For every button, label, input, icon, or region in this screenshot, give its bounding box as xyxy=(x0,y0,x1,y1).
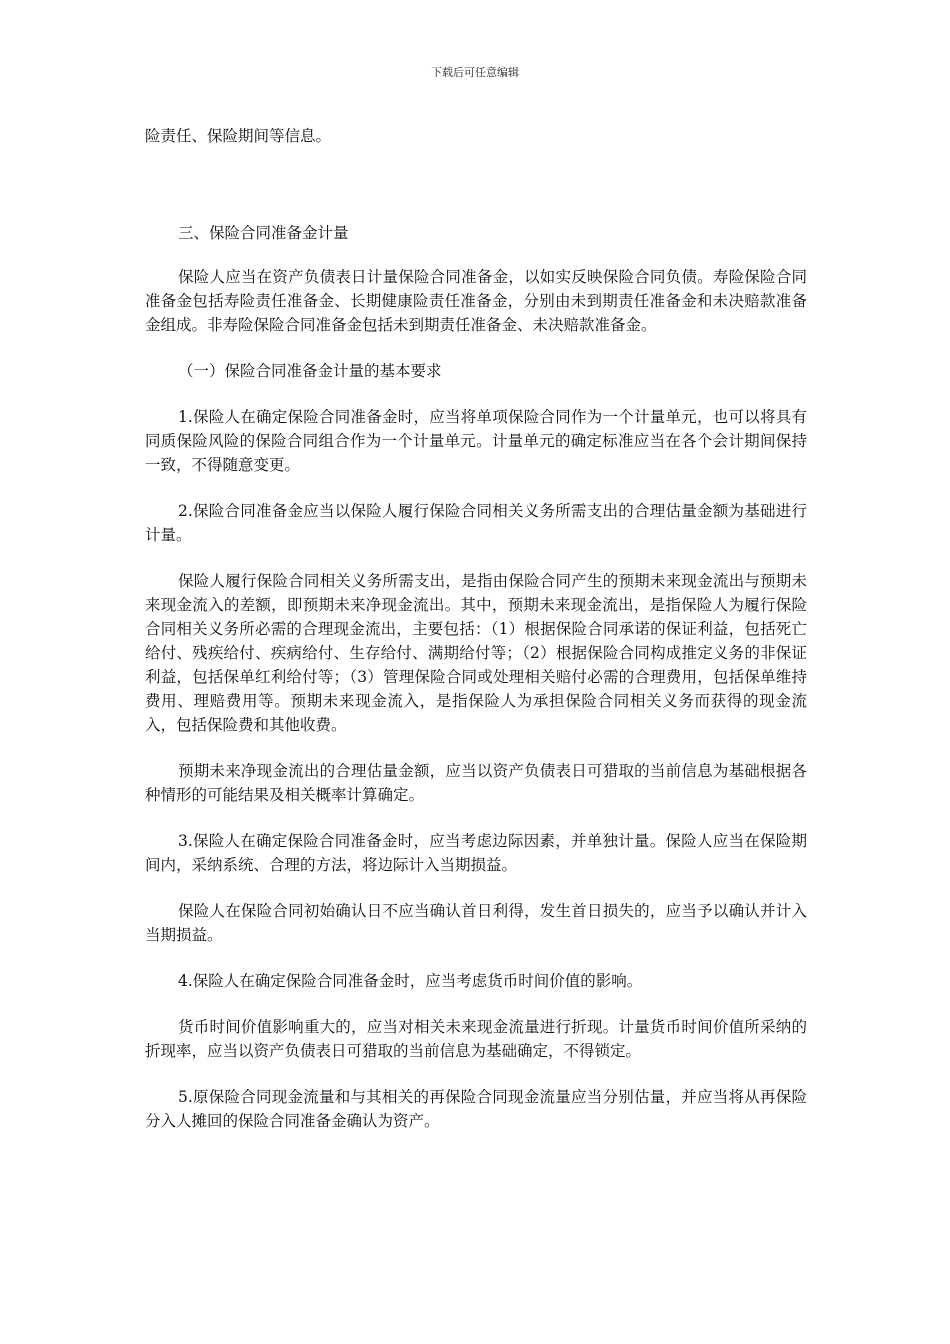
section-heading: 三、保险合同准备金计量 xyxy=(178,224,349,242)
document-body xyxy=(145,124,807,1133)
paragraph: 货币时间价值影响重大的，应当对相关未来现金流量进行折现。计量货币时间价值所采纳的折现率，应当以资产负债表日可猎取的当前信息为基础确定，不得锁定。 xyxy=(145,1018,807,1060)
paragraph: 3.保险人在确定保险合同准备金时，应当考虑边际因素，并单独计量。保险人应当在保险期间内，采纳系统、合理的方法，将边际计入当期损益。 xyxy=(145,832,807,874)
page-header: 下载后可任意编辑 xyxy=(431,66,519,79)
paragraph: 5.原保险合同现金流量和与其相关的再保险合同现金流量应当分别估量，并应当将从再保险分入人摊回的保险合同准备金确认为资产。 xyxy=(145,1088,807,1130)
paragraph: 预期未来净现金流出的合理估量金额，应当以资产负债表日可猎取的当前信息为基础根据各种情形的可能结果及相关概率计算确定。 xyxy=(145,762,807,804)
paragraph: 2.保险合同准备金应当以保险人履行保险合同相关义务所需支出的合理估量金额为基础进行计量。 xyxy=(145,502,807,544)
subsection-heading: （一）保险合同准备金计量的基本要求 xyxy=(178,362,442,380)
paragraph: 保险人应当在资产负债表日计量保险合同准备金，以如实反映保险合同负债。寿险保险合同准备金包括寿险责任准备金、长期健康险责任准备金，分别由未到期责任准备金和未决赔款准备金组成。非寿险保险合同准备金包括未到期责任准备金、未决赔款准备金。 xyxy=(145,268,807,334)
paragraph: 保险人在保险合同初始确认日不应当确认首日利得，发生首日损失的，应当予以确认并计入当期损益。 xyxy=(145,902,807,944)
paragraph: 4.保险人在确定保险合同准备金时，应当考虑货币时间价值的影响。 xyxy=(178,972,643,990)
paragraph: 1.保险人在确定保险合同准备金时，应当将单项保险合同作为一个计量单元，也可以将具有同质保险风险的保险合同组合作为一个计量单元。计量单元的确定标准应当在各个会计期间保持一致，不得随意变更。 xyxy=(145,408,807,474)
paragraph: 保险人履行保险合同相关义务所需支出，是指由保险合同产生的预期未来现金流出与预期未来现金流入的差额，即预期未来净现金流出。其中，预期未来现金流出，是指保险人为履行保险合同相关义务所必需的合理现金流出，主要包括：（1）根据保险合同承诺的保证利益，包括死亡给付、残疾给付、疾病给付、生存给付、满期给付等；（2）根据保险合同构成推定义务的非保证利益，包括保单红利给付等；（3）管理保险合同或处理相关赔付必需的合理费用，包括保单维持费用、理赔费用等。预期未来现金流入，是指保险人为承担保险合同相关义务而获得的现金流入，包括保险费和其他收费。 xyxy=(145,572,807,734)
paragraph-continuation: 险责任、保险期间等信息。 xyxy=(145,127,332,145)
